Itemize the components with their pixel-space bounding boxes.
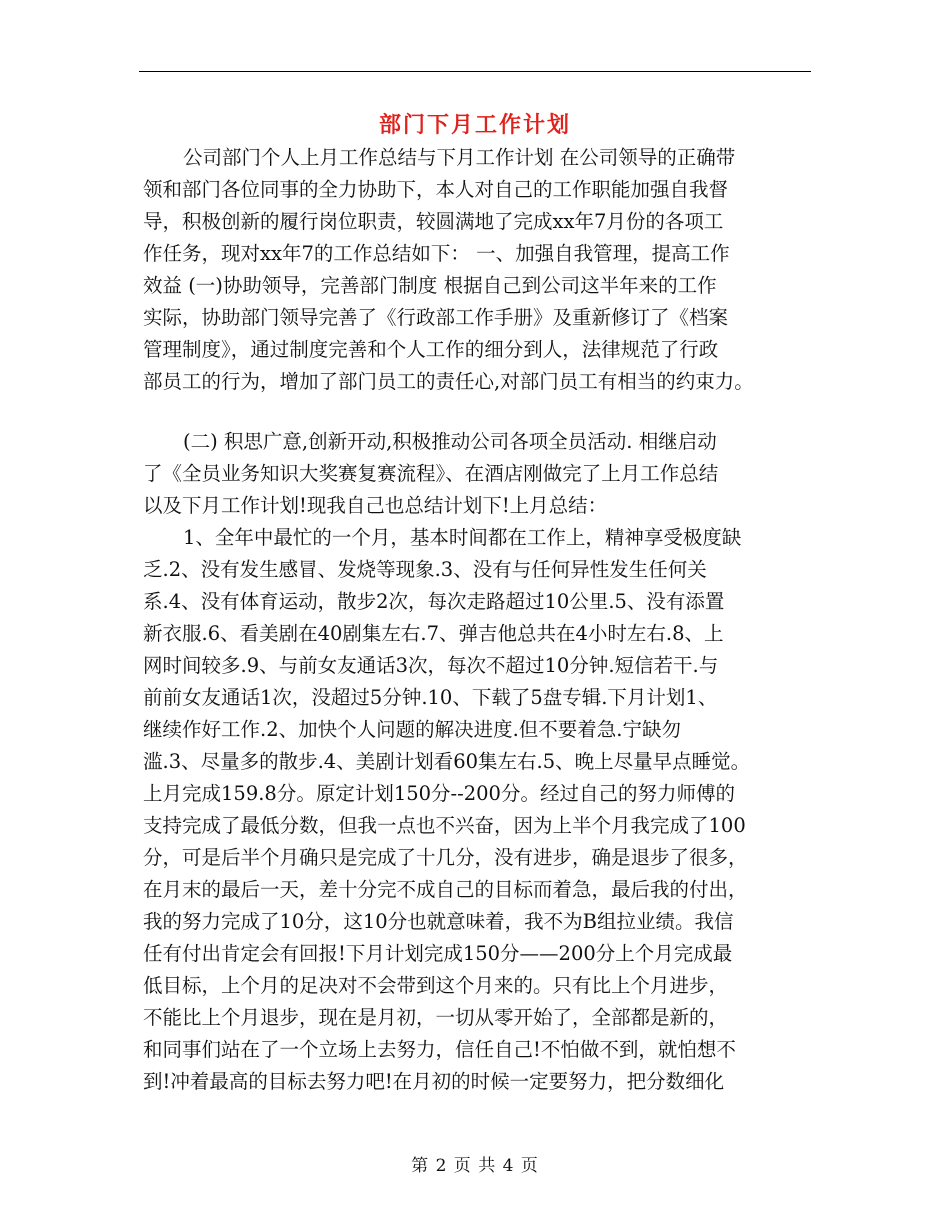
text-line: 滥.3、尽量多的散步.4、美剧计划看60集左右.5、晚上尽量早点睡觉。 (143, 750, 751, 773)
text-line: 部员工的行为，增加了部门员工的责任心,对部门员工有相当的约束力。 (143, 370, 754, 393)
text-line: 系.4、没有体育运动，散步2次，每次走路超过10公里.5、没有添置 (143, 590, 725, 613)
text-line: 作任务，现对xx年7的工作总结如下： 一、加强自我管理，提高工作 (143, 242, 730, 265)
text-line: 分，可是后半个月确只是完成了十几分，没有进步，确是退步了很多， (143, 846, 748, 869)
text-line: 和同事们站在了一个立场上去努力，信任自己!不怕做不到，就怕想不 (143, 1038, 736, 1061)
text-line: 不能比上个月退步，现在是月初，一切从零开始了，全部都是新的， (143, 1006, 729, 1029)
text-line: 继续作好工作.2、加快个人问题的解决进度.但不要着急.宁缺勿 (143, 718, 682, 741)
text-line: (二) 积思广意,创新开动,积极推动公司各项全员活动. 相继启动 (183, 430, 717, 453)
text-line: 效益 (一)协助领导，完善部门制度 根据自己到公司这半年来的工作 (143, 274, 717, 297)
page-number-footer: 第 2 页 共 4 页 (411, 1156, 539, 1176)
text-line: 在月末的最后一天，差十分完不成自己的目标而着急，最后我的付出， (143, 878, 748, 901)
text-line: 实际，协助部门领导完善了《行政部工作手册》及重新修订了《档案 (143, 306, 729, 329)
header-rule (139, 71, 811, 72)
document-title: 部门下月工作计划 (378, 112, 571, 138)
text-line: 任有付出肯定会有回报!下月计划完成150分——200分上个月完成最 (143, 942, 733, 965)
text-line: 公司部门个人上月工作总结与下月工作计划 在公司领导的正确带 (183, 146, 736, 169)
text-line: 上月完成159.8分。原定计划150分--200分。经过自己的努力师傅的 (143, 782, 735, 805)
text-line: 管理制度》，通过制度完善和个人工作的细分到人，法律规范了行政 (143, 338, 719, 361)
text-line: 低目标，上个月的足决对不会带到这个月来的。只有比上个月进步， (143, 974, 729, 997)
text-line: 1、全年中最忙的一个月，基本时间都在工作上，精神享受极度缺 (183, 526, 742, 549)
paragraph-gap (143, 398, 815, 426)
text-line: 以及下月工作计划!现我自己也总结计划下!上月总结： (143, 494, 608, 517)
text-line: 领和部门各位同事的全力协助下，本人对自己的工作职能加强自我督 (143, 178, 729, 201)
text-line: 网时间较多.9、与前女友通话3次，每次不超过10分钟.短信若干.与 (143, 654, 719, 677)
text-line: 新衣服.6、看美剧在40剧集左右.7、弹吉他总共在4小时左右.8、上 (143, 622, 724, 645)
text-line: 导，积极创新的履行岗位职责，较圆满地了完成xx年7月份的各项工 (143, 210, 724, 233)
text-line: 到!冲着最高的目标去努力吧!在月初的时候一定要努力，把分数细化 (143, 1070, 725, 1093)
text-line: 乏.2、没有发生感冒、发烧等现象.3、没有与任何异性发生任何关 (143, 558, 707, 581)
document-body (143, 142, 815, 1098)
text-line: 了《全员业务知识大奖赛复赛流程》、在酒店刚做完了上月工作总结 (143, 462, 719, 485)
text-line: 支持完成了最低分数，但我一点也不兴奋，因为上半个月我完成了100 (143, 814, 746, 837)
text-line: 前前女友通话1次，没超过5分钟.10、下载了5盘专辑.下月计划1、 (143, 686, 718, 709)
text-line: 我的努力完成了10分，这10分也就意味着，我不为B组拉业绩。我信 (143, 910, 734, 933)
